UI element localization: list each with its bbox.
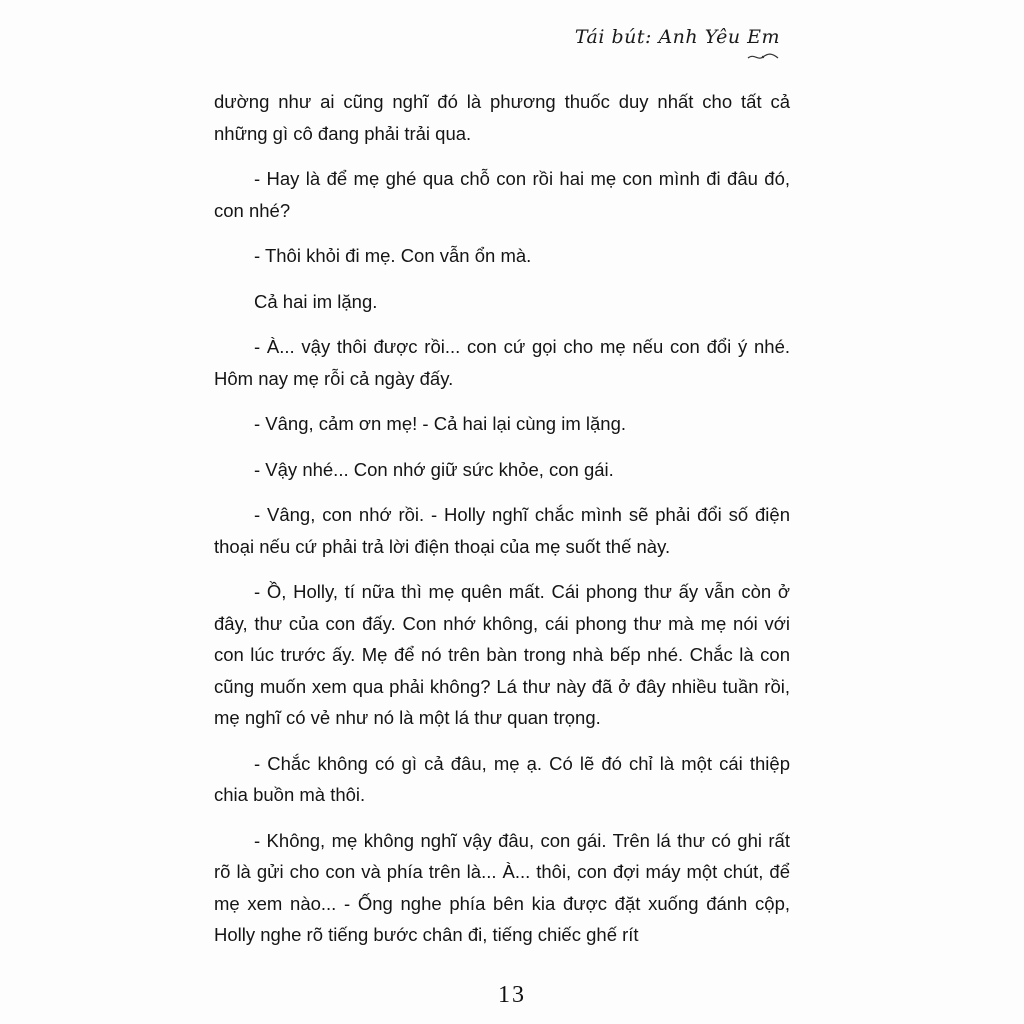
page-number: 13 — [498, 982, 526, 1008]
paragraph-10: - Chắc không có gì cả đâu, mẹ ạ. Có lẽ đó chỉ là một cái thiệp chia buồn mà thôi. — [214, 752, 790, 805]
paragraph-11: - Không, mẹ không nghĩ vậy đâu, con gái. Trên lá thư có ghi rất rõ là gửi cho con và phía trên là... À... thôi, con đợi máy một chút, để mẹ xem nào... - Ống nghe phía bên kia được đặt xuống đánh cộp, Holly nghe rõ tiếng bước chân đi, tiếng chiếc ghế rít — [214, 829, 790, 945]
body-text — [214, 86, 790, 965]
paragraph-1: dường như ai cũng nghĩ đó là phương thuốc duy nhất cho tất cả những gì cô đang phải trải qua. — [214, 91, 790, 144]
paragraph-6: - Vâng, cảm ơn mẹ! - Cả hai lại cùng im lặng. — [254, 413, 627, 434]
paragraph-7: - Vậy nhé... Con nhớ giữ sức khỏe, con gái. — [254, 458, 614, 480]
paragraph-3: - Thôi khỏi đi mẹ. Con vẫn ổn mà. — [254, 245, 532, 266]
paragraph-4: Cả hai im lặng. — [254, 290, 378, 312]
paragraph-9: - Ồ, Holly, tí nữa thì mẹ quên mất. Cái phong thư ấy vẫn còn ở đây, thư của con đấy. Con nhớ không, cái phong thư mà mẹ nói với con lúc trước ấy. Mẹ để nó trên bàn trong nhà bếp nhé. Chắc là con cũng muốn xem qua phải không? Lá thư này đã ở đây nhiều tuần rồi, mẹ nghĩ có vẻ như nó là một lá thư quan trọng. — [214, 581, 790, 728]
paragraph-5: - À... vậy thôi được rồi... con cứ gọi cho mẹ nếu con đổi ý nhé. Hôm nay mẹ rỗi cả ngày đấy. — [214, 336, 790, 389]
paragraph-8: - Vâng, con nhớ rồi. - Holly nghĩ chắc mình sẽ phải đổi số điện thoại nếu cứ phải trả lời điện thoại của mẹ suốt thế này. — [214, 504, 790, 557]
paragraph-2: - Hay là để mẹ ghé qua chỗ con rồi hai mẹ con mình đi đâu đó, con nhé? — [214, 168, 790, 221]
running-header: Tái bút: Anh Yêu Em — [574, 26, 780, 48]
flourish-ornament-icon — [746, 52, 780, 62]
